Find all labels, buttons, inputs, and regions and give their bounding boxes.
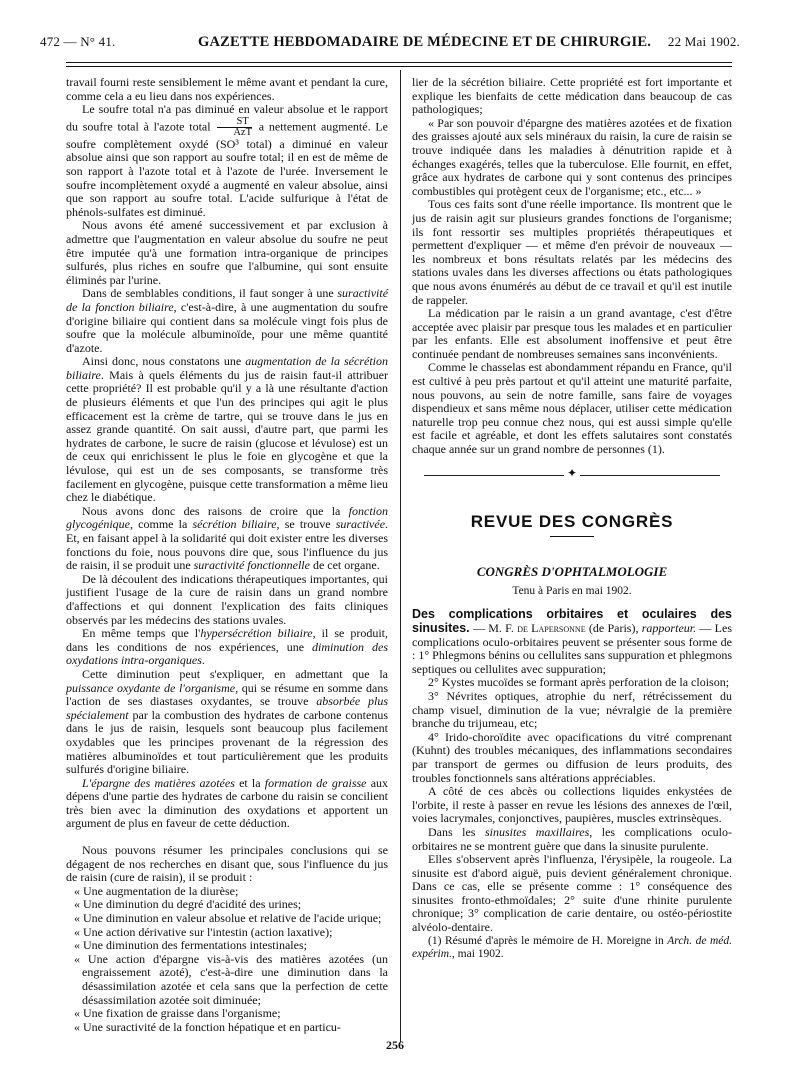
article-title: Des complications orbitaires et oculaires des sinusites. (412, 607, 732, 635)
paragraph: Tous ces faits sont d'une réelle importance. Ils montrent que le jus de raisin agit sur plusieurs grandes fonctions de l'organisme; ils font ressortir ses multiples propriétés thérapeutiques et permettent d'expliquer — et même d'en prévoir de nouveaux — les nombreux et bons résultats relatés par les médecins des stations uvales dans les diverses affections ou états pathologiques que nous avons énumérés au début de ce travail et qu'il est inutile de rappeler. (412, 197, 732, 307)
conclusion-item: « Une action dérivative sur l'intestin (action laxative); (74, 924, 333, 939)
paragraph: En même temps que l'hypersécrétion biliaire, il se produit, dans les conditions de nos expériences, une diminution des oxydations intra-organiques. (66, 626, 389, 668)
header-rule (66, 62, 732, 63)
footnote: (1) Résumé d'après le mémoire de H. Moreigne in Arch. de méd. expérim., mai 1902. (412, 934, 733, 960)
paragraph: Le soufre total n'a pas diminué en valeur absolue et le rapport du soufre total à l'azote total $\frac{ST}{\text{AzT}}$ a nettement augmenté. Le soufre complètement oxydé (SO³ total) a diminué en valeur absolue ainsi que son rapport au soufre total; il en est de même de son rapport à l'azote total et à l'azote de l'urée. Inversement le soufre incomplètement oxydé a augmenté en valeur absolue, ainsi que son rapport au soufre total. L'acide sulfurique à l'état de phénols-sulfates est diminué. (66, 102, 389, 219)
section-title: REVUE DES CONGRÈS (470, 511, 674, 531)
paragraph: A côté de ces abcès ou collections liquides enkystées de l'orbite, il reste à passer en revue les lésions des annexes de l'œil, voies lacrymales, conjonctives, paupières, muscles extrinsèques. (412, 784, 732, 826)
star-ornament-icon: ✦ (564, 467, 580, 481)
paragraph: lier de la sécrétion biliaire. Cette propriété est fort importante et explique les bienfaits de cette médication dans beaucoup de cas pathologiques; (412, 75, 732, 117)
paragraph: Elles s'observent après l'influenza, l'érysipèle, la rougeole. La sinusite est d'abord aiguë, puis devient généralement chronique. Dans ce cas, elle se présente comme : 1° conséquence des sinusites fronto-ethmoïdales; 2° suite d'une rhinite purulente chronique; 3° complication de carie dentaire, ou ostéo-périostite alvéolo-dentaire. (412, 852, 732, 935)
page-number: 256 (386, 1038, 404, 1052)
congress-venue: Tenu à Paris en mai 1902. (512, 584, 632, 597)
section-rule (550, 536, 594, 537)
conclusion-item: « Une fixation de graisse dans l'organisme; (74, 1006, 281, 1021)
paragraph: Cette diminution peut s'expliquer, en admettant que la puissance oxydante de l'organisme, qui se résume en somme dans l'action de ses diastases oxydantes, se trouve absorbée plus spécialement par la combustion des hydrates de carbone contenus dans le jus de raisin, lesquels sont beaucoup plus facilement oxydables que les principes provenant de la régression des matières albuminoïdes et tout particulièrement que les produits sulfurés d'origine biliaire. (66, 666, 389, 777)
article-author: de Lapersonne (517, 621, 586, 635)
journal-title: GAZETTE HEBDOMADAIRE DE MÉDECINE ET DE CHIRURGIE. (198, 34, 652, 50)
paragraph: Nous avons donc des raisons de croire que la fonction glycogénique, comme la sécrétion biliaire, se trouve suractivée. Et, en faisant appel à la solidarité qui doit exister entre les diverses fonctions du foie, nous pouvons dire que, sous l'influence du jus de raisin, il se produit une suractivité fonctionnelle de cet organe. (66, 503, 389, 573)
paragraph: 2° Kystes mucoïdes se formant après perforation de la cloison; (428, 675, 730, 690)
paragraph: Dans de semblables conditions, il faut songer à une suractivité de la fonction biliaire, c'est-à-dire, à une augmentation du soufre d'origine biliaire qui contient dans sa molécule vingt fois plus de soufre que la molécule albuminoïde, pour une même quantité d'azote. (66, 286, 389, 355)
paragraph: 3° Névrites optiques, atrophie du nerf, rétrécissement du champ visuel, diminution de la vue; névralgie de la première branche du trijumeau, etc; (412, 688, 732, 731)
conclusion-item: « Une diminution du degré d'acidité des urines; (74, 897, 302, 912)
paragraph: Dans les sinusites maxillaires, les complications oculo-orbitaires ne se montrent guère que dans la sinusite purulente. (412, 824, 733, 853)
paragraph: L'épargne des matières azotées et la formation de graisse aux dépens d'une partie des hydrates de carbone du raisin se concilient très bien avec la diminution des oxydations et apportent un argument de plus en faveur de cette déduction. (66, 775, 389, 831)
congress-title: CONGRÈS D'OPHTALMOLOGIE (476, 564, 668, 580)
paragraph: Comme le chasselas est abondamment répandu en France, qu'il est cultivé à peu près partout et qu'il atteint une maturité parfaite, nous pouvons, au sein de notre famille, sans faire de voyages dispendieux et sans même nous déplacer, utiliser cette médication naturelle trop peu connue chez nous, qui est aussi simple qu'elle est facile et agréable, et dont les effets salutaires sont constatés chaque année sur un grand nombre de personnes (1). (412, 360, 732, 457)
column-separator (400, 70, 401, 1042)
running-header (40, 34, 740, 54)
conclusion-item: « Une suractivité de la fonction hépatique et en particu- (74, 1019, 341, 1034)
right-column (412, 76, 732, 961)
paragraph: De là découlent des indications thérapeutiques importantes, qui justifient l'usage de la cure de raisin dans un grand nombre d'affections et qui donnent l'explication des faits cliniques observés par les médecins des stations uvales. (66, 571, 388, 627)
section-divider (412, 467, 732, 485)
conclusion-item: « Une diminution en valeur absolue et relative de l'acide urique; (74, 911, 382, 926)
paragraph: travail fourni reste sensiblement le même avant et pendant la cure, comme cela a eu lieu dans nos expériences. (66, 75, 388, 103)
left-column (66, 76, 388, 1034)
header-rule-thin (66, 66, 732, 67)
paragraph: 4° Irido-choroïdite avec opacifications du vitré comprenant (Kuhnt) des troubles mécaniques, des inflammations secondaires par transport de germes ou diffusion de leurs produits, des troubles fonctionnels sans altérations appréciables. (412, 729, 732, 785)
article-lead: Des complications orbitaires et oculaires des sinusites. — M. F. de Lapersonne (de Paris), rapporteur. — Les complications oculo-orbitaires peuvent se présenter sous forme de : 1° Phlegmons bénins ou cellulites sans suppuration et phlegmons septiques ou cellulites avec suppuration; (412, 607, 732, 676)
conclusion-item: « Une diminution des fermentations intestinales; (74, 938, 307, 953)
conclusion-item: « Une action d'épargne vis-à-vis des matières azotées (un engraissement azoté), c'est-à-dire une diminution dans la désassimilation azotée et cela sans que la perfection de cette désassimilation azotée soit diminuée; (74, 951, 388, 1007)
paragraph: Nous pouvons résumer les principales conclusions qui se dégagent de nos recherches en disant que, sous l'influence du jus de raisin (cure de raisin), il se produit : (66, 843, 388, 885)
page-reference: 472 — N° 41. (40, 34, 116, 49)
paragraph: Ainsi donc, nous constatons une augmentation de la sécrétion biliaire. Mais à quels éléments du jus de raisin faut-il attribuer cette propriété? Il est probable qu'il y a là une résultante d'action de plusieurs éléments et que l'un des principes qui agit le plus efficacement est la crème de tartre, qui se trouve dans le jus en assez grande quantité. On sait aussi, d'autre part, que parmi les hydrates de carbone, le sucre de raisin (glucose et lévulose) est un de ceux qui enrichissent le plus le foie en glycogène et que la lévulose, qui est un de ses composants, se transforme très facilement en glycogène, puisque cette transformation a même lieu chez le diabétique. (66, 354, 388, 505)
sulfur-nitrogen-fraction: $\frac{ST}{\text{AzT}}$ (217, 117, 252, 138)
paragraph: « Par son pouvoir d'épargne des matières azotées et de fixation des graisses ajouté aux sels minéraux du raisin, la cure de raisin se trouve indiquée dans les maladies à dénutrition rapide et à échanges exagérés, telles que la tuberculose. Elle fournit, en effet, grâce aux hydrates de carbone qui y sont contenus des principes combustibles qui protègent ceux de l'organisme; etc., etc... » (412, 115, 732, 198)
paragraph: Nous avons été amené successivement et par exclusion à admettre que l'augmentation en valeur absolue du soufre ne peut être imputée qu'à une formation intra-organique de principes sulfurés, plus riches en soufre que l'albumine, qui sont ensuite éliminés par l'urine. (66, 218, 388, 287)
issue-date: 22 Mai 1902. (667, 34, 740, 49)
conclusion-item: « Une augmentation de la diurèse; (74, 883, 239, 898)
paragraph: La médication par le raisin a un grand avantage, c'est d'être acceptée avec plaisir par presque tous les malades et en particulier par les enfants. Elle est absolument inoffensive et peut être continuée pendant de nombreuses semaines sans inconvénients. (412, 306, 732, 361)
